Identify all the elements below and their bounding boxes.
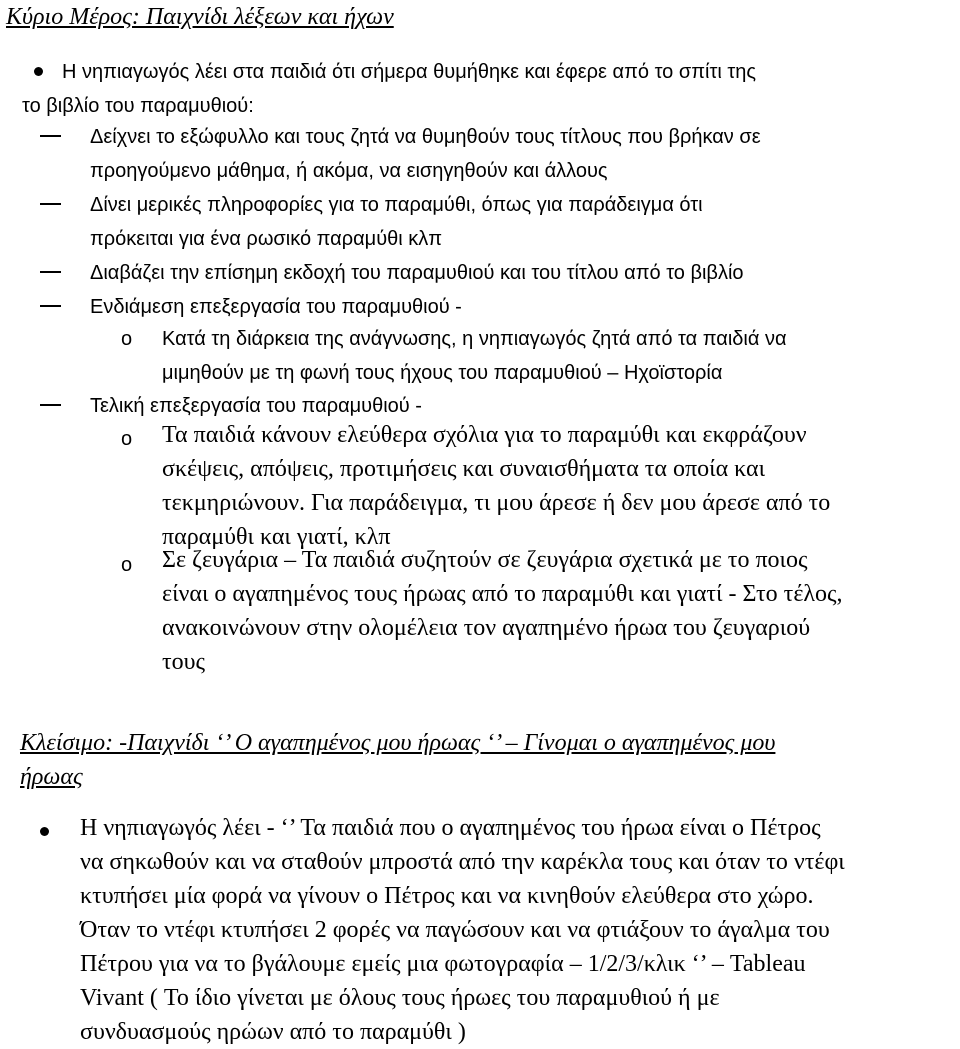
dash-item bbox=[90, 188, 703, 256]
text-line: Η νηπιαγωγός λέει στα παιδιά ότι σήμερα θυμήθηκε και έφερε από το σπίτι της bbox=[62, 61, 757, 83]
circle-bullet-icon: o bbox=[121, 328, 133, 350]
text-line: είναι ο αγαπημένος τους ήρωας από το παραμύθι και γιατί - Στο τέλος, bbox=[162, 581, 843, 607]
text-line: Η νηπιαγωγός λέει - ‘’ Τα παιδιά που ο αγαπημένος του ήρωα είναι ο Πέτρος bbox=[80, 815, 821, 841]
text-line: να σηκωθούν και να σταθούν μπροστά από την καρέκλα τους και όταν το ντέφι bbox=[80, 849, 845, 875]
sub-item bbox=[162, 418, 830, 554]
text-line: Τα παιδιά κάνουν ελεύθερα σχόλια για το παραμύθι και εκφράζουν bbox=[162, 422, 807, 448]
text-line: Vivant ( Το ίδιο γίνεται με όλους τους ήρωες του παραμυθιού ή με bbox=[80, 985, 720, 1011]
dash-icon bbox=[40, 203, 61, 205]
text-line: κτυπήσει μία φορά να γίνουν ο Πέτρος και να κινηθούν ελεύθερα στο χώρο. bbox=[80, 883, 814, 909]
dash-item bbox=[90, 120, 761, 188]
text-line: μιμηθούν με τη φωνή τους ήχους του παραμυθιού – Ηχοϊστορία bbox=[162, 362, 723, 384]
dash-item bbox=[90, 290, 462, 324]
heading-line: ήρωας bbox=[20, 764, 83, 790]
text-line: ανακοινώνουν στην ολομέλεια τον αγαπημένο ήρωα του ζευγαριού bbox=[162, 615, 811, 641]
dash-icon bbox=[40, 305, 61, 307]
text-line: παραμύθι και γιατί, κλπ bbox=[162, 524, 391, 550]
dash-item bbox=[90, 256, 744, 290]
sub-item bbox=[162, 322, 787, 390]
text-line: πρόκειται για ένα ρωσικό παραμύθι κλπ bbox=[90, 228, 443, 250]
circle-bullet-icon: o bbox=[121, 554, 133, 576]
text-line: συνδυασμούς ηρώων από το παραμύθι ) bbox=[80, 1019, 466, 1045]
dash-icon bbox=[40, 404, 61, 406]
text-line: Ενδιάμεση επεξεργασία του παραμυθιού - bbox=[90, 296, 462, 318]
text-line: σκέψεις, απόψεις, προτιμήσεις και συναισθήματα τα οποία και bbox=[162, 456, 766, 482]
intro-paragraph bbox=[22, 55, 757, 123]
text-line: Πέτρου για να το βγάλουμε εμείς μια φωτογραφία – 1/2/3/κλικ ‘’ – Tableau bbox=[80, 951, 806, 977]
dash-icon bbox=[40, 271, 61, 273]
circle-bullet-icon: o bbox=[121, 428, 133, 450]
heading-line: Κλείσιμο: -Παιχνίδι ‘’ Ο αγαπημένος μου ήρωας ‘’ – Γίνομαι ο αγαπημένος μου bbox=[20, 730, 776, 756]
bullet-icon bbox=[40, 827, 49, 836]
text-line: τους bbox=[162, 649, 206, 675]
sub-item bbox=[162, 543, 843, 679]
text-line: Κατά τη διάρκεια της ανάγνωσης, η νηπιαγωγός ζητά από τα παιδιά να bbox=[162, 328, 787, 350]
text-line: το βιβλίο του παραμυθιού: bbox=[22, 95, 254, 117]
section-heading-closing bbox=[20, 726, 775, 794]
text-line: Όταν το ντέφι κτυπήσει 2 φορές να παγώσουν και να φτιάξουν το άγαλμα του bbox=[80, 917, 830, 943]
text-line: τεκμηριώνουν. Για παράδειγμα, τι μου άρεσε ή δεν μου άρεσε από το bbox=[162, 490, 831, 516]
section-heading-main-part: Κύριο Μέρος: Παιχνίδι λέξεων και ήχων bbox=[6, 4, 394, 30]
text-line: Σε ζευγάρια – Τα παιδιά συζητούν σε ζευγάρια σχετικά με το ποιος bbox=[162, 547, 808, 573]
dash-icon bbox=[40, 135, 61, 137]
bullet-icon bbox=[34, 67, 43, 76]
text-line: Διαβάζει την επίσημη εκδοχή του παραμυθιού και του τίτλου από το βιβλίο bbox=[90, 262, 744, 284]
text-line: Δίνει μερικές πληροφορίες για το παραμύθι, όπως για παράδειγμα ότι bbox=[90, 194, 703, 216]
text-line: προηγούμενο μάθημα, ή ακόμα, να εισηγηθούν και άλλους bbox=[90, 160, 608, 182]
text-line: Δείχνει το εξώφυλλο και τους ζητά να θυμηθούν τους τίτλους που βρήκαν σε bbox=[90, 126, 761, 148]
text-line: Τελική επεξεργασία του παραμυθιού - bbox=[90, 395, 422, 417]
closing-paragraph bbox=[80, 811, 845, 1049]
